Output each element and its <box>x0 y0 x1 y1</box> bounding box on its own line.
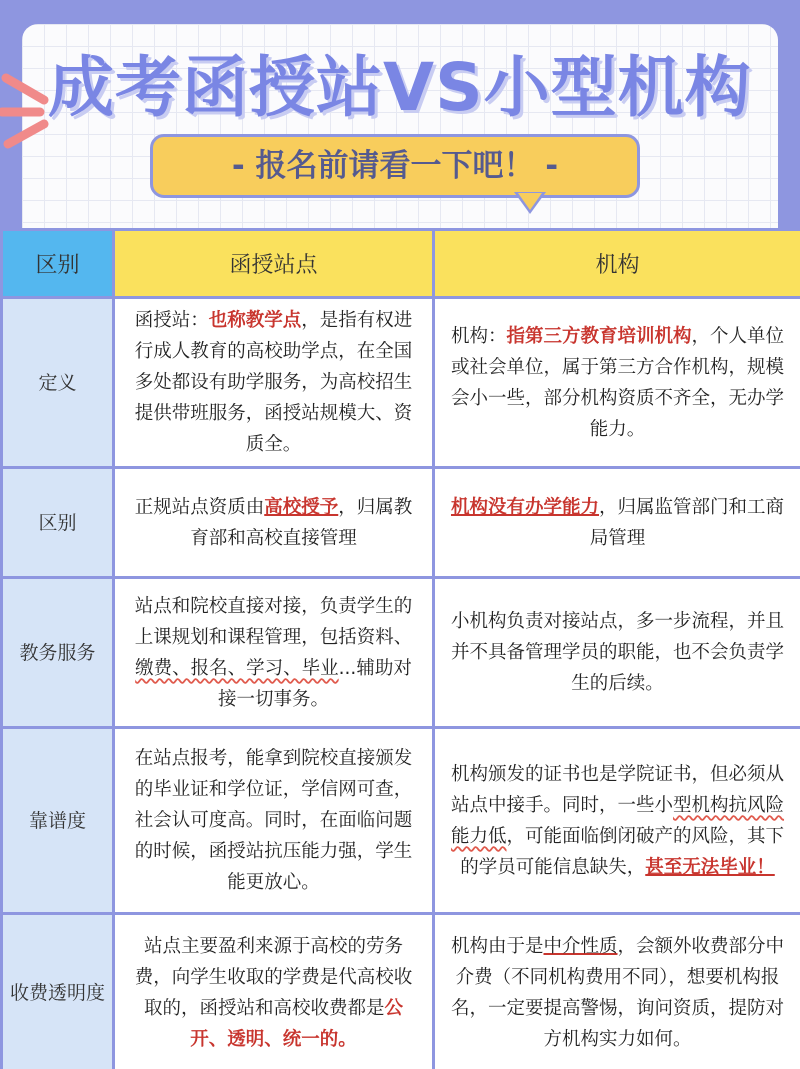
column-header-station: 函授站点 <box>114 230 434 298</box>
table-row <box>2 914 800 1069</box>
row-label-difference: 区别 <box>2 468 114 578</box>
table-row <box>2 578 800 728</box>
cell-station-definition: 函授站：也称教学点，是指有权进行成人教育的高校助学点，在全国多处都设有助学服务，为高校招生提供带班服务，函授站规模大、资质全。 <box>114 298 434 468</box>
column-header-difference: 区别 <box>2 230 114 298</box>
row-label-definition: 定义 <box>2 298 114 468</box>
row-label-academic-service: 教务服务 <box>2 578 114 728</box>
row-label-fee-transparency: 收费透明度 <box>2 914 114 1069</box>
cell-institution-reliability: 机构颁发的证书也是学院证书，但必须从站点中接手。同时，一些小型机构抗风险能力低，可能面临倒闭破产的风险，其下的学员可能信息缺失，甚至无法毕业！ <box>434 728 800 914</box>
table-row <box>2 728 800 914</box>
table-header-row <box>2 230 800 298</box>
comparison-table <box>0 228 800 1069</box>
cell-station-reliability: 在站点报考，能拿到院校直接颁发的毕业证和学位证，学信网可查，社会认可度高。同时，在面临问题的时候，函授站抗压能力强，学生能更放心。 <box>114 728 434 914</box>
cell-institution-difference: 机构没有办学能力，归属监管部门和工商局管理 <box>434 468 800 578</box>
banner-tail-fill <box>518 193 542 210</box>
cell-station-fee-transparency: 站点主要盈利来源于高校的劳务费，向学生收取的学费是代高校收取的，函授站和高校收费都是公开、透明、统一的。 <box>114 914 434 1069</box>
row-label-reliability: 靠谱度 <box>2 728 114 914</box>
table-row <box>2 468 800 578</box>
cell-institution-definition: 机构：指第三方教育培训机构，个人单位或社会单位，属于第三方合作机构，规模会小一些，部分机构资质不齐全，无办学能力。 <box>434 298 800 468</box>
cell-institution-academic-service: 小机构负责对接站点，多一步流程，并且并不具备管理学员的职能，也不会负责学生的后续。 <box>434 578 800 728</box>
cell-institution-fee-transparency: 机构由于是中介性质，会额外收费部分中介费（不同机构费用不同），想要机构报名，一定要提高警惕，询问资质，提防对方机构实力如何。 <box>434 914 800 1069</box>
cell-station-academic-service: 站点和院校直接对接，负责学生的上课规划和课程管理，包括资料、缴费、报名、学习、毕业...辅助对接一切事务。 <box>114 578 434 728</box>
column-header-institution: 机构 <box>434 230 800 298</box>
cell-station-difference: 正规站点资质由高校授予，归属教育部和高校直接管理 <box>114 468 434 578</box>
table-row <box>2 298 800 468</box>
page-title: 成考函授站VS小型机构 <box>48 49 752 126</box>
subtitle-banner: - 报名前请看一下吧！ - <box>150 134 640 198</box>
